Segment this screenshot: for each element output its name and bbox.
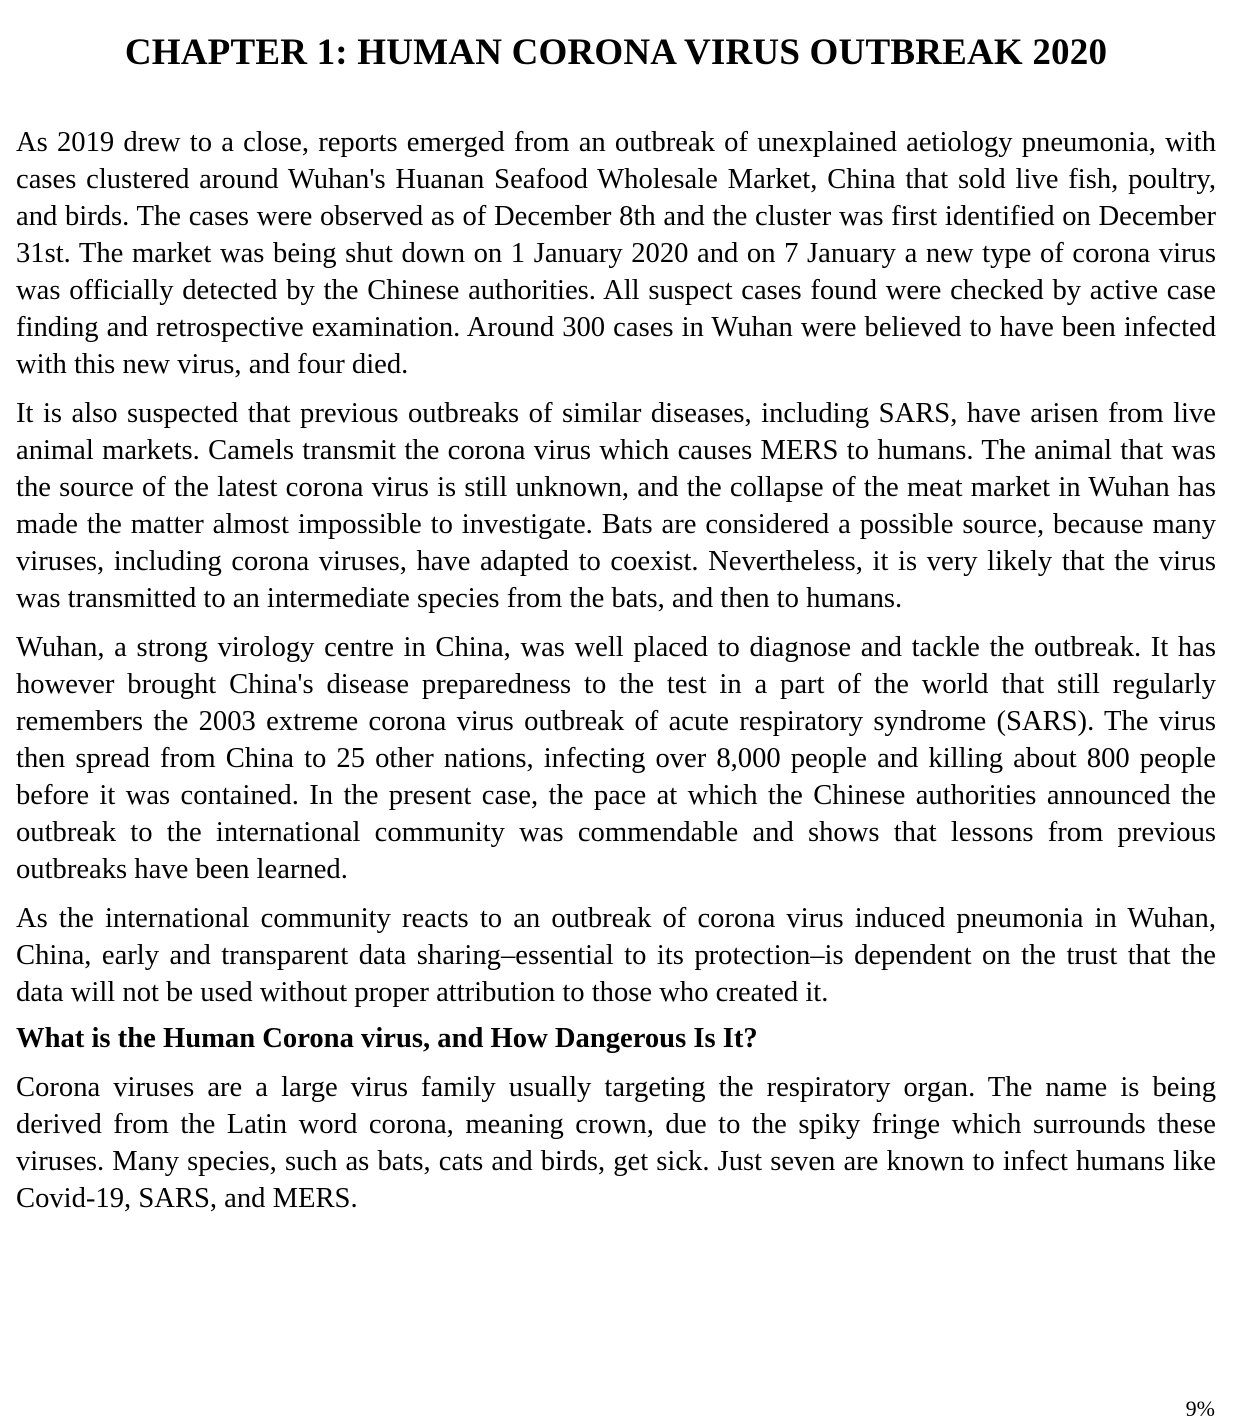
paragraph-wuhan-response: Wuhan, a strong virology centre in China, was well placed to diagnose and tackle the outbreak. It has however brought China's disease preparedness to the test in a part of the world that still regularly remembers the 2003 extreme corona virus outbreak of acute respiratory syndrome (SARS). The virus then spread from China to 25 other nations, infecting over 8,000 people and killing about 800 people before it was contained. In the present case, the pace at which the Chinese authorities announced the outbreak to the international community was commendable and shows that lessons from previous outbreaks have been learned. xyxy=(16,632,1216,885)
paragraph-data-sharing: As the international community reacts to an outbreak of corona virus induced pneumonia in Wuhan, China, early and transparent data sharing–essential to its protection–is dependent on the trust that the data will not be used without proper attribution to those who created it. xyxy=(16,903,1216,1008)
document-page xyxy=(16,0,1216,1217)
paragraph-animal-source: It is also suspected that previous outbreaks of similar diseases, including SARS, have arisen from live animal markets. Camels transmit the corona virus which causes MERS to humans. The animal that was the source of the latest corona virus is still unknown, and the collapse of the meat market in Wuhan has made the matter almost impossible to investigate. Bats are considered a possible source, because many viruses, including corona viruses, have adapted to coexist. Nevertheless, it is very likely that the virus was transmitted to an intermediate species from the bats, and then to humans. xyxy=(16,398,1216,614)
section-heading: What is the Human Corona virus, and How Dangerous Is It? xyxy=(16,1023,758,1054)
paragraph-virus-definition: Corona viruses are a large virus family usually targeting the respiratory organ. The name is being derived from the Latin word corona, meaning crown, due to the spiky fringe which surrounds these viruses. Many species, such as bats, cats and birds, get sick. Just seven are known to infect humans like Covid-19, SARS, and MERS. xyxy=(16,1072,1216,1214)
page-number: 9% xyxy=(1185,1396,1215,1421)
paragraph-outbreak-origin: As 2019 drew to a close, reports emerged from an outbreak of unexplained aetiology pneumonia, with cases clustered around Wuhan's Huanan Seafood Wholesale Market, China that sold live fish, poultry, and birds. The cases were observed as of December 8th and the cluster was first identified on December 31st. The market was being shut down on 1 January 2020 and on 7 January a new type of corona virus was officially detected by the Chinese authorities. All suspect cases found were checked by active case finding and retrospective examination. Around 300 cases in Wuhan were believed to have been infected with this new virus, and four died. xyxy=(16,127,1216,380)
chapter-title: CHAPTER 1: HUMAN CORONA VIRUS OUTBREAK 2020 xyxy=(124,32,1108,73)
